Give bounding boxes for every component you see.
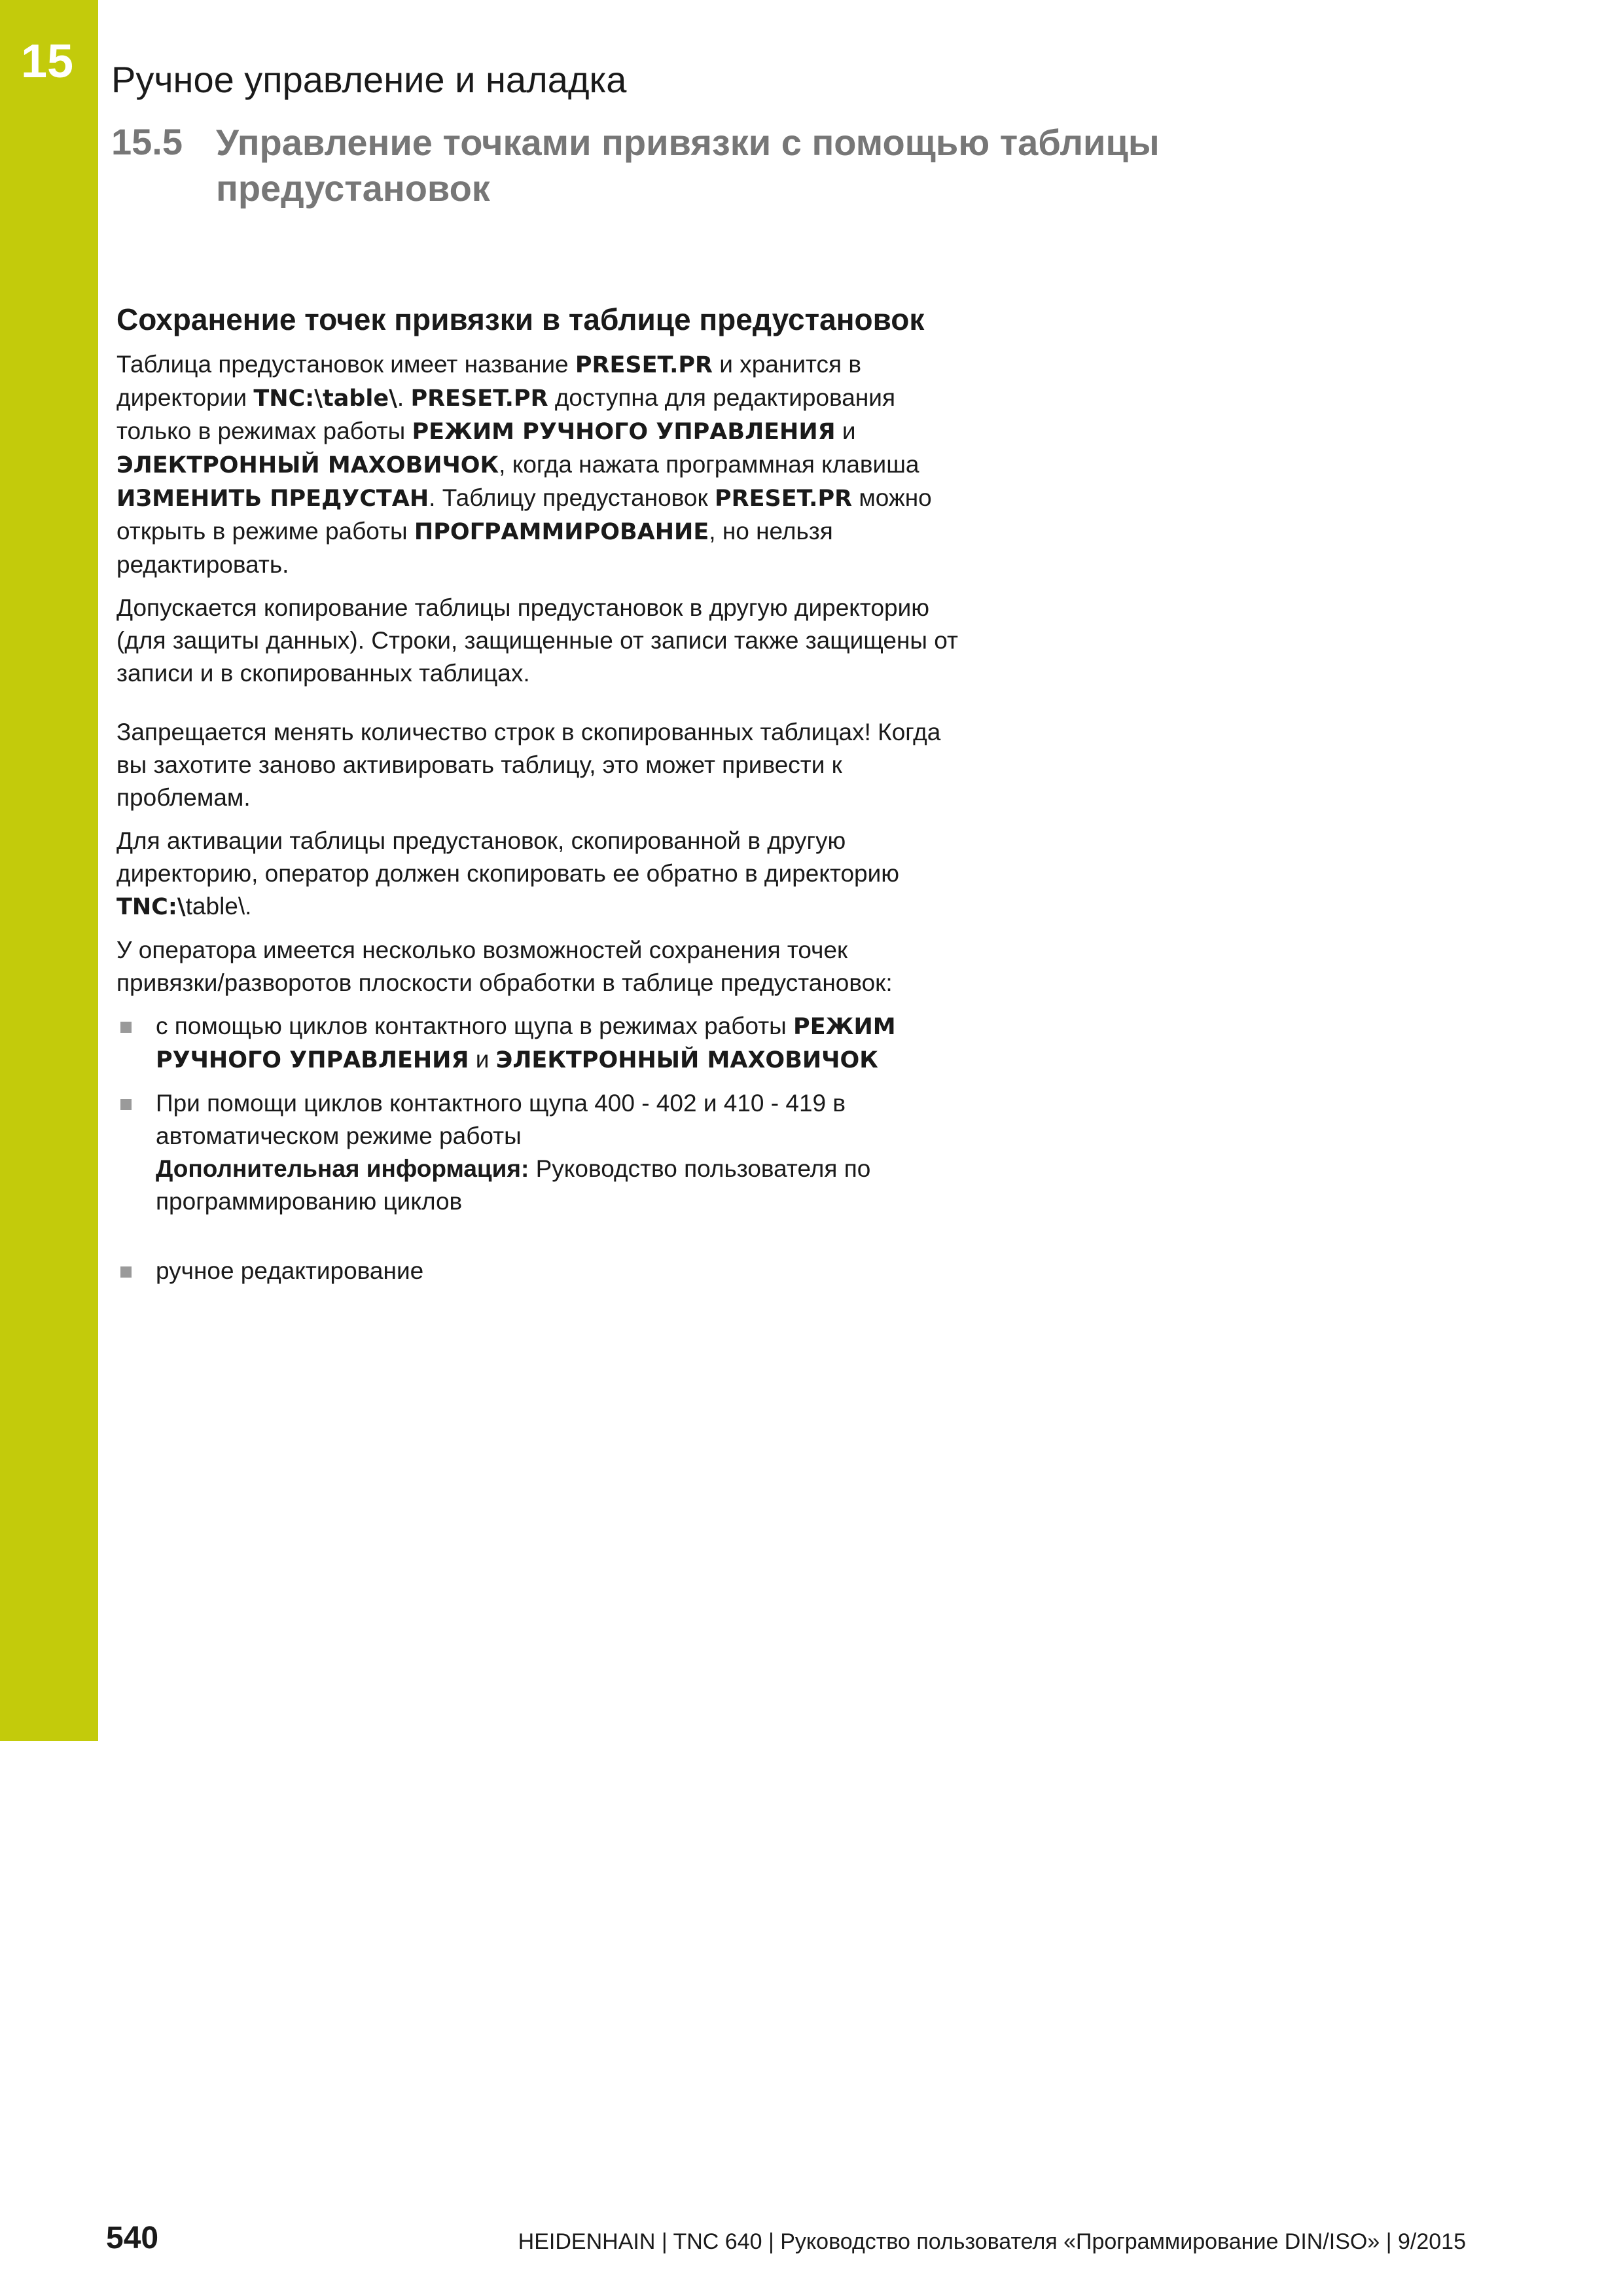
text-run: Для активации таблицы предустановок, скопированной в другую директорию, оператор должен скопировать ее обратно в директорию (116, 827, 900, 887)
chapter-side-bar (0, 0, 98, 1741)
paragraph-preset-table (116, 348, 961, 581)
text-run: с помощью циклов контактного щупа в режимах работы (156, 1013, 794, 1039)
section-title: Управление точками привязки с помощью таблицы предустановок (216, 122, 1160, 209)
more-info-label: Дополнительная информация: (156, 1155, 529, 1182)
text-run: и (469, 1046, 496, 1073)
footer-text: HEIDENHAIN | TNC 640 | Руководство пользователя «Программирование DIN/ISO» | 9/2015 (518, 2229, 1466, 2254)
filename-preset: PRESET.PR (714, 486, 853, 512)
mode-programming: ПРОГРАММИРОВАНИЕ (414, 519, 709, 545)
paragraph-options: У оператора имеется несколько возможностей сохранения точек привязки/разворотов плоскости обработки в таблице предустановок: (116, 937, 893, 996)
mode-manual: РЕЖИМ РУЧНОГО УПРАВЛЕНИЯ (156, 1014, 896, 1073)
text-run: ручное редактирование (156, 1257, 424, 1284)
filename-preset: PRESET.PR (575, 352, 713, 378)
text-run: . Таблицу предустановок (429, 484, 715, 511)
options-list (116, 1010, 961, 1287)
square-bullet-icon (120, 1022, 132, 1033)
list-item (116, 1010, 961, 1077)
main-content (116, 301, 961, 1298)
list-item (116, 1255, 961, 1287)
square-bullet-icon (120, 1099, 132, 1110)
text-run: и хранится в директории (116, 351, 861, 411)
text-run: Таблица предустановок имеет название (116, 351, 575, 378)
paragraph-copy-table: Допускается копирование таблицы предустановок в другую директорию (для защиты данных). Строки, защищенные от записи также защищены от записи и в скопированных таблицах. (116, 594, 958, 687)
page-number: 540 (106, 2221, 159, 2255)
text-run: При помощи циклов контактного щупа 400 - 402 и 410 - 419 в автоматическом режиме работы (156, 1090, 846, 1149)
mode-manual: РЕЖИМ РУЧНОГО УПРАВЛЕНИЯ (412, 419, 836, 445)
square-bullet-icon (120, 1266, 132, 1278)
text-run: и (835, 418, 856, 444)
subheading: Сохранение точек привязки в таблице предустановок (116, 302, 925, 336)
chapter-number: 15 (21, 35, 74, 88)
text-run: table\. (185, 893, 252, 920)
text-run: . (397, 384, 411, 411)
directory-path: TNC:\ (116, 894, 186, 920)
mode-handwheel: ЭЛЕКТРОННЫЙ МАХОВИЧОК (495, 1047, 878, 1073)
list-item (116, 1087, 961, 1218)
text-run: доступна для редактирования только в режимах работы (116, 384, 896, 444)
text-run: , когда нажата программная клавиша (499, 451, 919, 478)
text-run: можно открыть в режиме работы (116, 484, 932, 545)
directory-path: TNC:\table\ (253, 386, 397, 412)
paragraph-warning: Запрещается менять количество строк в скопированных таблицах! Когда вы захотите заново активировать таблицу, это может привести к проблемам. (116, 719, 941, 811)
chapter-title: Ручное управление и наладка (111, 59, 627, 100)
section-number: 15.5 (111, 121, 183, 162)
text-run: Руководство пользователя по программированию циклов (156, 1155, 871, 1215)
filename-preset: PRESET.PR (410, 386, 548, 412)
mode-handwheel: ЭЛЕКТРОННЫЙ МАХОВИЧОК (116, 452, 499, 478)
softkey-edit-preset: ИЗМЕНИТЬ ПРЕДУСТАН (116, 486, 429, 512)
text-run: , но нельзя редактировать. (116, 518, 833, 578)
paragraph-activation (116, 825, 961, 924)
